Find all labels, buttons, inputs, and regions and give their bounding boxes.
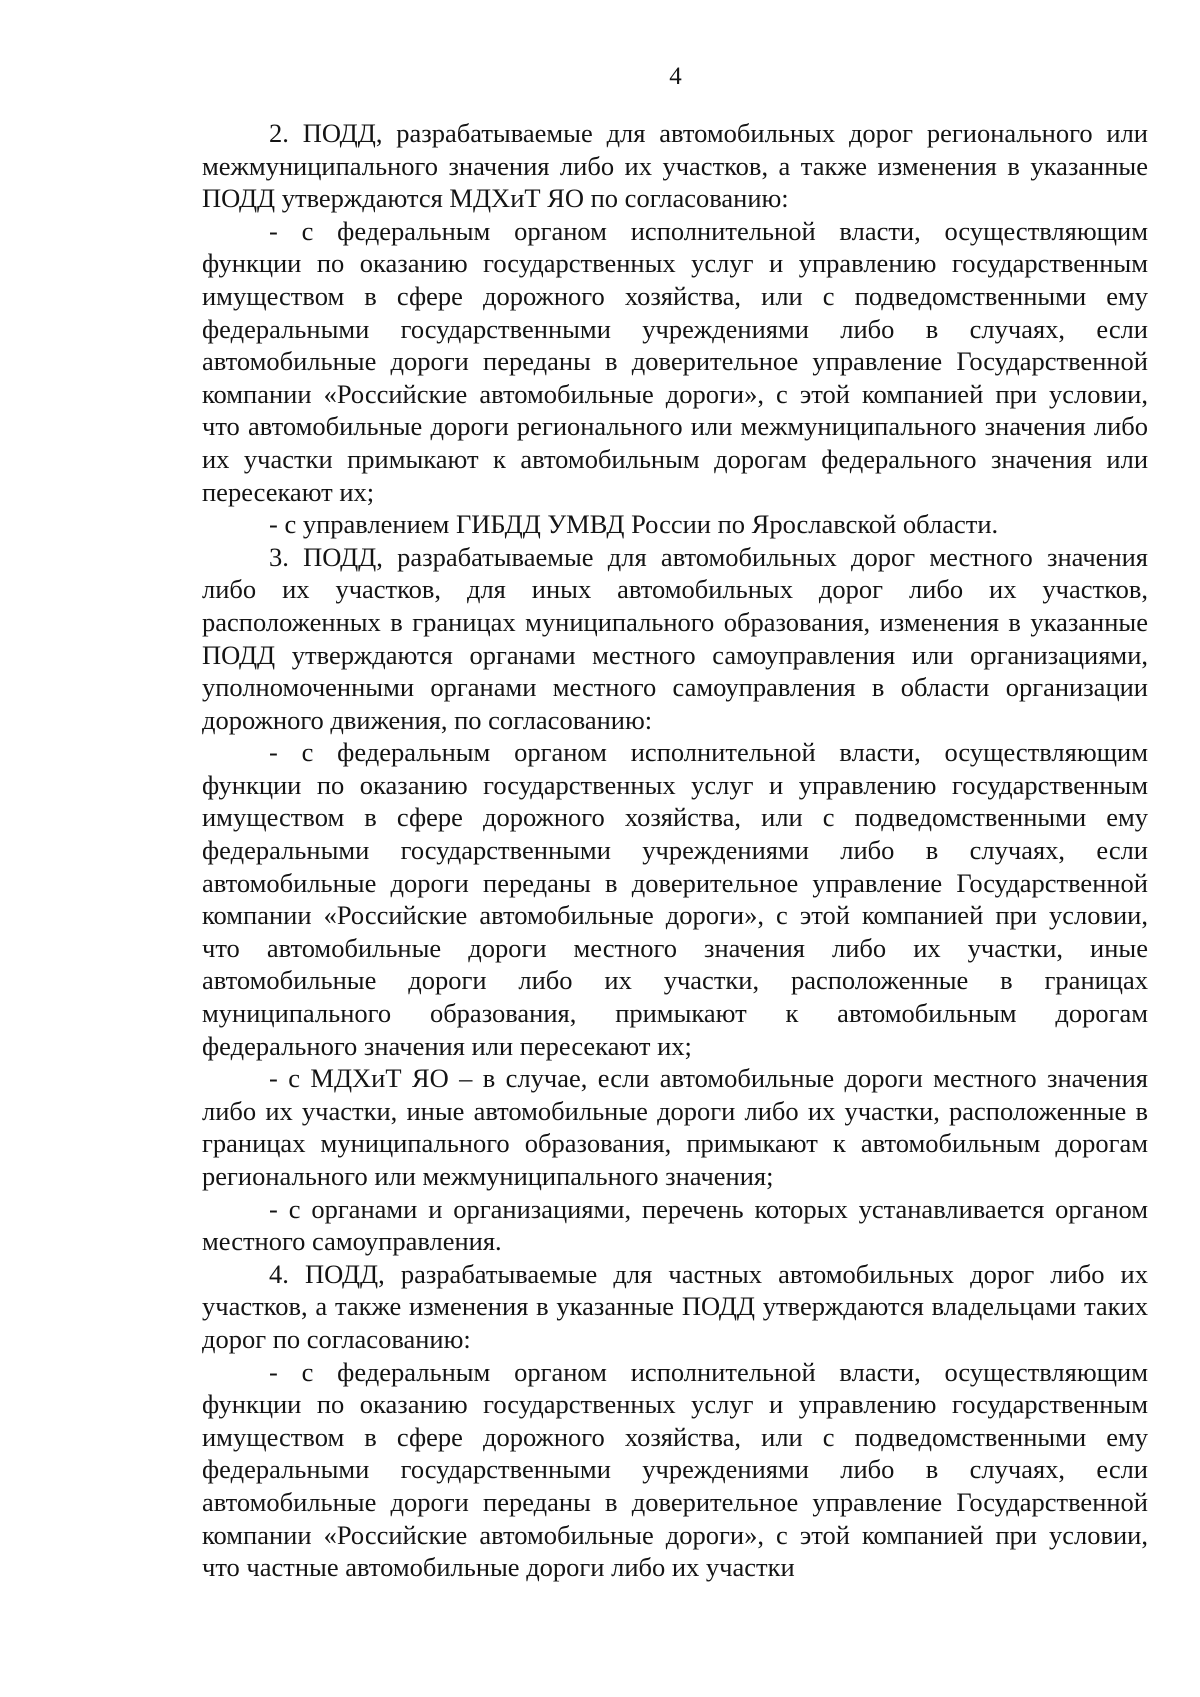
paragraph-subitem-federal-agency: - с федеральным органом исполнительной власти, осуществляющим функции по оказанию государственных услуг и управлению государственным имуществом в сфере дорожного хозяйства, или с подведомственными ему федеральными государственными учреждениями либо в случаях, если автомобильные дороги переданы в доверительное управление Государственной компании «Российские автомобильные дороги», с этой компанией при условии, что автомобильные дороги регионального или межмуниципального значения либо их участки примыкают к автомобильным дорогам федерального значения или пересекают их;: [202, 215, 1148, 507]
paragraph-item-3: 3. ПОДД, разрабатываемые для автомобильных дорог местного значения либо их участков, для иных автомобильных дорог либо их участков, расположенных в границах муниципального образования, изменения в указанные ПОДД утверждаются органами местного самоуправления или организациями, уполномоченными органами местного самоуправления в области организации дорожного движения, по согласованию:: [202, 541, 1148, 735]
paragraph-item-4: 4. ПОДД, разрабатываемые для частных автомобильных дорог либо их участков, а также изменения в указанные ПОДД утверждаются владельцами таких дорог по согласованию:: [202, 1258, 1148, 1354]
paragraph-subitem-federal-agency: - с федеральным органом исполнительной власти, осуществляющим функции по оказанию государственных услуг и управлению государственным имуществом в сфере дорожного хозяйства, или с подведомственными ему федеральными государственными учреждениями либо в случаях, если автомобильные дороги переданы в доверительное управление Государственной компании «Российские автомобильные дороги», с этой компанией при условии, что частные автомобильные дороги либо их участки: [202, 1356, 1148, 1583]
page-number: 4: [669, 63, 682, 90]
paragraph-subitem-federal-agency: - с федеральным органом исполнительной власти, осуществляющим функции по оказанию государственных услуг и управлению государственным имуществом в сфере дорожного хозяйства, или с подведомственными ему федеральными государственными учреждениями либо в случаях, если автомобильные дороги переданы в доверительное управление Государственной компании «Российские автомобильные дороги», с этой компанией при условии, что автомобильные дороги местного значения либо их участки, иные автомобильные дороги либо их участки, расположенные в границах муниципального образования, примыкают к автомобильным дорогам федерального значения или пересекают их;: [202, 737, 1148, 1061]
document-body: [202, 117, 1148, 1584]
paragraph-subitem-local-organs: - с органами и организациями, перечень которых устанавливается органом местного самоуправления.: [202, 1193, 1148, 1257]
paragraph-subitem-mdkhit: - с МДХиТ ЯО – в случае, если автомобильные дороги местного значения либо их участки, иные автомобильные дороги либо их участки, расположенные в границах муниципального образования, примыкают к автомобильным дорогам регионального или межмуниципального значения;: [202, 1063, 1148, 1191]
paragraph-subitem-gibdd: - с управлением ГИБДД УМВД России по Ярославской области.: [269, 509, 999, 540]
paragraph-item-2: 2. ПОДД, разрабатываемые для автомобильных дорог регионального или межмуниципального значения либо их участков, а также изменения в указанные ПОДД утверждаются МДХиТ ЯО по согласованию:: [202, 118, 1148, 214]
